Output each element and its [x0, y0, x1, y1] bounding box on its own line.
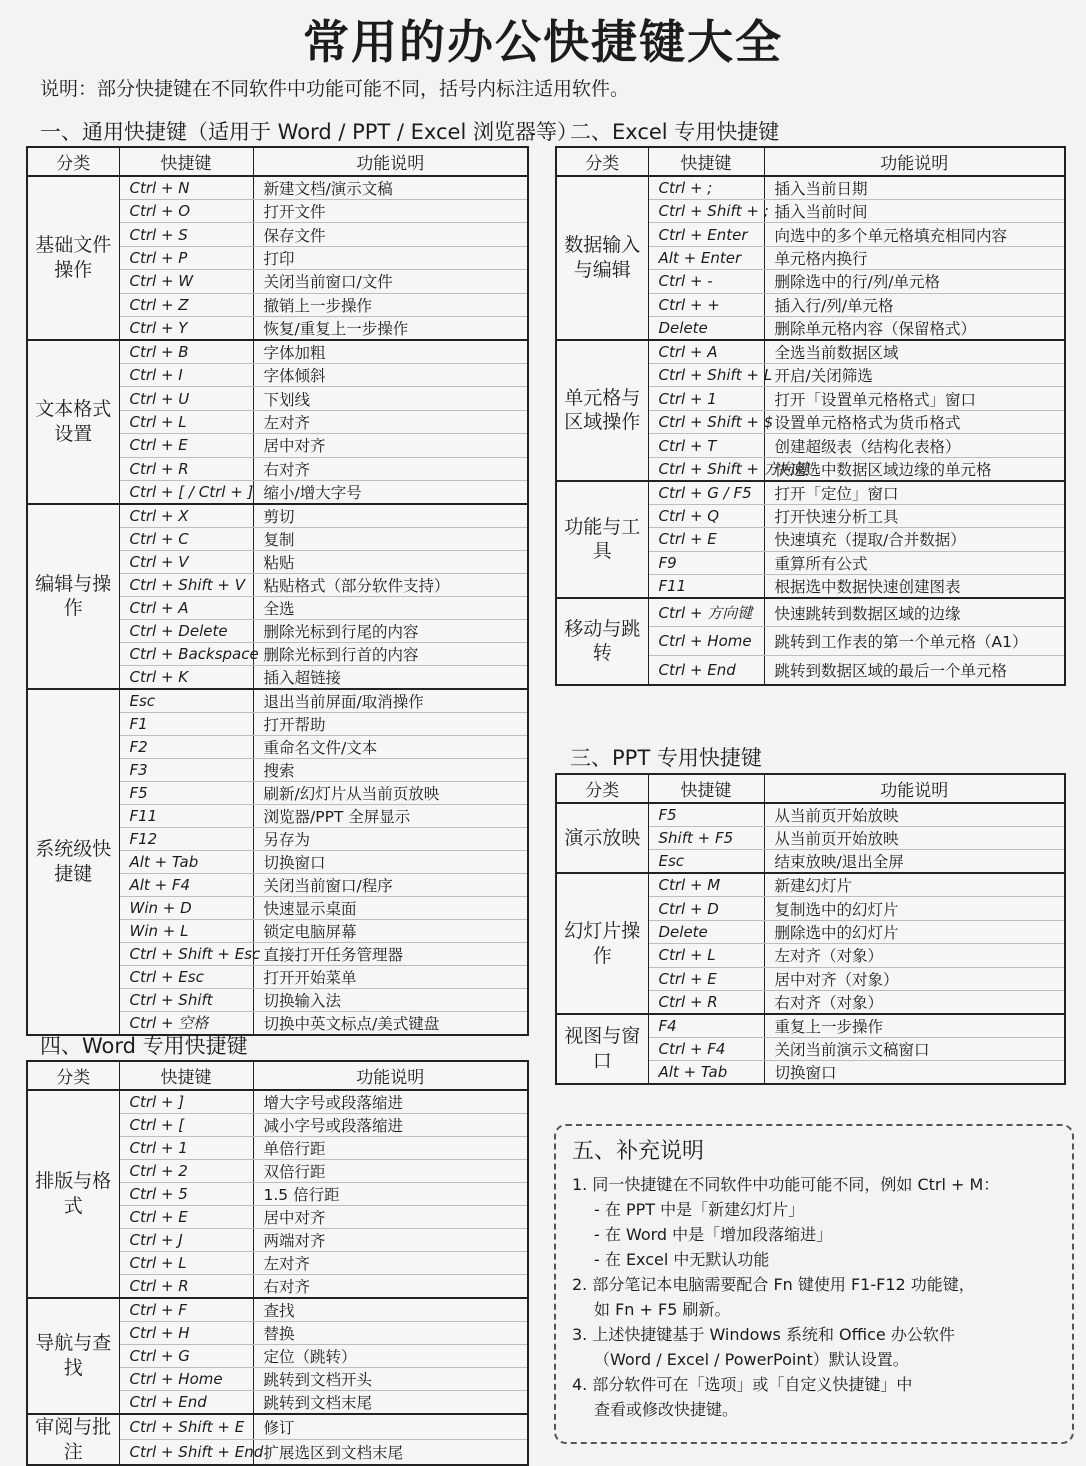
- supplement-line: （Word / Excel / PowerPoint）默认设置。: [594, 1350, 909, 1369]
- table-row: [27, 1090, 528, 1114]
- section-title-word: 四、Word 专用快捷键: [40, 1034, 248, 1058]
- shortcut-description: 直接打开任务管理器: [253, 942, 528, 965]
- shortcut-table-word: [26, 1060, 529, 1466]
- shortcut-description: 重命名文件/文本: [253, 735, 528, 758]
- shortcut-key: Ctrl + G: [119, 1345, 253, 1368]
- section-title-general: 一、通用快捷键（适用于 Word / PPT / Excel 浏览器等）: [40, 120, 578, 144]
- shortcut-key: Ctrl + W: [119, 270, 253, 293]
- shortcut-description: 新建幻灯片: [764, 873, 1065, 897]
- shortcut-key: F5: [648, 803, 764, 827]
- category-cell: 数据输入与编辑: [556, 176, 648, 340]
- shortcut-description: 插入当前日期: [764, 176, 1065, 200]
- column-header-desc: 功能说明: [764, 774, 1065, 803]
- shortcut-key: Ctrl + +: [648, 293, 764, 316]
- supplement-list: [572, 1172, 1062, 1422]
- supplement-line: 查看或修改快捷键。: [594, 1400, 739, 1419]
- shortcut-description: 单元格内换行: [764, 246, 1065, 269]
- shortcut-description: 双倍行距: [253, 1160, 528, 1183]
- shortcut-key: Ctrl + D: [648, 897, 764, 920]
- shortcut-description: 打印: [253, 246, 528, 269]
- shortcut-key: F5: [119, 781, 253, 804]
- shortcut-key: Ctrl + Shift: [119, 988, 253, 1011]
- shortcut-description: 向选中的多个单元格填充相同内容: [764, 223, 1065, 246]
- table-row: [556, 598, 1065, 627]
- shortcut-key: Ctrl + Backspace: [119, 642, 253, 665]
- shortcut-key: Ctrl + Shift + End: [119, 1440, 253, 1466]
- shortcut-description: 切换窗口: [253, 850, 528, 873]
- category-cell: 排版与格式: [27, 1090, 119, 1298]
- shortcut-description: 创建超级表（结构化表格）: [764, 434, 1065, 458]
- section-title-excel: 二、Excel 专用快捷键: [570, 120, 780, 144]
- shortcut-description: 跳转到数据区域的最后一个单元格: [764, 656, 1065, 685]
- shortcut-key: Alt + F4: [119, 873, 253, 896]
- shortcut-description: 撤销上一步操作: [253, 293, 528, 316]
- shortcut-key: Alt + Enter: [648, 246, 764, 269]
- shortcut-description: 删除光标到行首的内容: [253, 642, 528, 665]
- shortcut-description: 插入行/列/单元格: [764, 293, 1065, 316]
- shortcut-description: 左对齐（对象）: [764, 944, 1065, 967]
- category-cell: 单元格与区域操作: [556, 340, 648, 481]
- shortcut-key: Esc: [119, 689, 253, 713]
- shortcut-key: Ctrl + 1: [119, 1137, 253, 1160]
- shortcut-description: 剪切: [253, 504, 528, 528]
- shortcut-key: Ctrl + A: [648, 340, 764, 364]
- shortcut-key: Ctrl + Shift + L: [648, 363, 764, 387]
- supplement-box: [554, 1124, 1074, 1444]
- shortcut-description: 打开「定位」窗口: [764, 481, 1065, 505]
- shortcut-description: 新建文档/演示文稿: [253, 176, 528, 200]
- shortcut-key: Ctrl + Shift + Esc: [119, 942, 253, 965]
- shortcut-key: Ctrl + L: [648, 944, 764, 967]
- shortcut-key: Ctrl + E: [119, 1206, 253, 1229]
- table-row: [27, 340, 528, 364]
- column-header-category: 分类: [27, 1061, 119, 1090]
- shortcut-key: F2: [119, 735, 253, 758]
- shortcut-table-ppt: [555, 773, 1066, 1085]
- category-cell: 视图与窗口: [556, 1014, 648, 1084]
- shortcut-description: 右对齐（对象）: [764, 990, 1065, 1014]
- table-row: [27, 689, 528, 713]
- shortcut-description: 锁定电脑屏幕: [253, 919, 528, 942]
- shortcut-description: 单倍行距: [253, 1137, 528, 1160]
- supplement-line: - 在 PPT 中是「新建幻灯片」: [594, 1200, 805, 1219]
- shortcut-key: Ctrl + N: [119, 176, 253, 200]
- shortcut-description: 替换: [253, 1322, 528, 1345]
- shortcut-key: Shift + F5: [648, 827, 764, 850]
- shortcut-key: Win + L: [119, 919, 253, 942]
- shortcut-key: Esc: [648, 850, 764, 874]
- shortcut-description: 复制: [253, 527, 528, 550]
- shortcut-description: 居中对齐（对象）: [764, 967, 1065, 990]
- shortcut-description: 切换窗口: [764, 1061, 1065, 1085]
- shortcut-description: 居中对齐: [253, 1206, 528, 1229]
- shortcut-description: 减小字号或段落缩进: [253, 1114, 528, 1137]
- shortcut-key: Ctrl + 方向键: [648, 598, 764, 627]
- shortcut-description: 搜索: [253, 758, 528, 781]
- shortcut-key: Ctrl + O: [119, 200, 253, 223]
- shortcut-key: Ctrl + 空格: [119, 1011, 253, 1035]
- shortcut-key: Ctrl + R: [119, 1275, 253, 1299]
- shortcut-key: Ctrl + Y: [119, 316, 253, 340]
- shortcut-description: 插入超链接: [253, 665, 528, 689]
- shortcut-description: 打开文件: [253, 200, 528, 223]
- shortcut-description: 跳转到文档末尾: [253, 1391, 528, 1415]
- shortcut-description: 切换中英文标点/美式键盘: [253, 1011, 528, 1035]
- shortcut-description: 恢复/重复上一步操作: [253, 316, 528, 340]
- shortcut-description: 插入当前时间: [764, 200, 1065, 223]
- shortcut-key: Ctrl + G / F5: [648, 481, 764, 505]
- shortcut-description: 打开帮助: [253, 712, 528, 735]
- shortcut-description: 删除选中的幻灯片: [764, 920, 1065, 943]
- shortcut-key: Ctrl + I: [119, 363, 253, 386]
- shortcut-key: Ctrl + Shift + V: [119, 573, 253, 596]
- shortcut-key: Ctrl + Home: [648, 627, 764, 656]
- shortcut-description: 关闭当前窗口/文件: [253, 270, 528, 293]
- shortcut-key: Ctrl + E: [648, 528, 764, 551]
- shortcut-description: 定位（跳转）: [253, 1345, 528, 1368]
- shortcut-key: Ctrl + 5: [119, 1183, 253, 1206]
- shortcut-key: Ctrl + Esc: [119, 965, 253, 988]
- table-row: [556, 1014, 1065, 1038]
- shortcut-key: Alt + Tab: [648, 1061, 764, 1085]
- category-cell: 基础文件操作: [27, 176, 119, 340]
- shortcut-key: Ctrl + R: [648, 990, 764, 1014]
- supplement-line: 如 Fn + F5 刷新。: [594, 1300, 731, 1319]
- shortcut-key: Ctrl + C: [119, 527, 253, 550]
- shortcut-key: F3: [119, 758, 253, 781]
- shortcut-description: 字体倾斜: [253, 363, 528, 386]
- shortcut-key: Ctrl + 1: [648, 387, 764, 411]
- shortcut-key: Delete: [648, 920, 764, 943]
- shortcut-description: 删除光标到行尾的内容: [253, 619, 528, 642]
- table-row: [556, 340, 1065, 364]
- shortcut-description: 扩展选区到文档末尾: [253, 1440, 528, 1466]
- shortcut-key: Ctrl + R: [119, 457, 253, 480]
- supplement-line: 2. 部分笔记本电脑需要配合 Fn 键使用 F1-F12 功能键，: [572, 1275, 975, 1294]
- shortcut-description: 左对齐: [253, 410, 528, 433]
- category-cell: 演示放映: [556, 803, 648, 873]
- table-row: [556, 873, 1065, 897]
- column-header-desc: 功能说明: [253, 147, 528, 176]
- shortcut-description: 退出当前屏面/取消操作: [253, 689, 528, 713]
- shortcut-description: 两端对齐: [253, 1229, 528, 1252]
- shortcut-description: 复制选中的幻灯片: [764, 897, 1065, 920]
- shortcut-key: Win + D: [119, 896, 253, 919]
- shortcut-key: Ctrl + F: [119, 1298, 253, 1322]
- shortcut-key: F4: [648, 1014, 764, 1038]
- shortcut-key: Ctrl + ;: [648, 176, 764, 200]
- shortcut-description: 根据选中数据快速创建图表: [764, 574, 1065, 598]
- shortcut-key: Ctrl + End: [648, 656, 764, 685]
- column-header-key: 快捷键: [648, 774, 764, 803]
- table-row: [27, 1414, 528, 1440]
- shortcut-description: 打开「设置单元格格式」窗口: [764, 387, 1065, 411]
- shortcut-description: 删除单元格内容（保留格式）: [764, 316, 1065, 340]
- shortcut-description: 右对齐: [253, 1275, 528, 1299]
- category-cell: 功能与工具: [556, 481, 648, 598]
- shortcut-key: Ctrl + Delete: [119, 619, 253, 642]
- supplement-line: 4. 部分软件可在「选项」或「自定义快捷键」中: [572, 1375, 913, 1394]
- shortcut-description: 全选当前数据区域: [764, 340, 1065, 364]
- shortcut-key: Ctrl + [ / Ctrl + ]: [119, 480, 253, 504]
- shortcut-description: 右对齐: [253, 457, 528, 480]
- supplement-line: 3. 上述快捷键基于 Windows 系统和 Office 办公软件: [572, 1325, 955, 1344]
- column-header-key: 快捷键: [119, 147, 253, 176]
- shortcut-description: 字体加粗: [253, 340, 528, 364]
- shortcut-key: F12: [119, 827, 253, 850]
- shortcut-key: Ctrl + L: [119, 1252, 253, 1275]
- shortcut-key: Ctrl + Shift + 方向键: [648, 457, 764, 481]
- supplement-line: - 在 Excel 中无默认功能: [594, 1250, 770, 1269]
- shortcut-key: Ctrl + P: [119, 246, 253, 269]
- shortcut-key: Ctrl + B: [119, 340, 253, 364]
- table-row: [556, 481, 1065, 505]
- shortcut-key: Ctrl + Home: [119, 1368, 253, 1391]
- category-cell: 移动与跳转: [556, 598, 648, 685]
- shortcut-description: 关闭当前演示文稿窗口: [764, 1037, 1065, 1060]
- shortcut-table-excel: [555, 146, 1066, 686]
- category-cell: 文本格式设置: [27, 340, 119, 504]
- shortcut-description: 跳转到文档开头: [253, 1368, 528, 1391]
- section-title-ppt: 三、PPT 专用快捷键: [570, 746, 762, 770]
- shortcut-key: F1: [119, 712, 253, 735]
- table-row: [556, 803, 1065, 827]
- shortcut-description: 快速显示桌面: [253, 896, 528, 919]
- column-header-desc: 功能说明: [764, 147, 1065, 176]
- shortcut-key: Ctrl + ]: [119, 1090, 253, 1114]
- column-header-key: 快捷键: [119, 1061, 253, 1090]
- shortcut-description: 缩小/增大字号: [253, 480, 528, 504]
- shortcut-key: Ctrl + Q: [648, 504, 764, 527]
- shortcut-description: 全选: [253, 596, 528, 619]
- shortcut-description: 下划线: [253, 387, 528, 410]
- table-row: [27, 504, 528, 528]
- shortcut-description: 快速跳转到数据区域的边缘: [764, 598, 1065, 627]
- shortcut-description: 1.5 倍行距: [253, 1183, 528, 1206]
- column-header-key: 快捷键: [648, 147, 764, 176]
- shortcut-table-general: [26, 146, 529, 1036]
- table-row: [27, 1298, 528, 1322]
- shortcut-description: 删除选中的行/列/单元格: [764, 270, 1065, 293]
- shortcut-description: 切换输入法: [253, 988, 528, 1011]
- shortcut-key: Ctrl + 2: [119, 1160, 253, 1183]
- shortcut-description: 另存为: [253, 827, 528, 850]
- column-header-desc: 功能说明: [253, 1061, 528, 1090]
- shortcut-description: 增大字号或段落缩进: [253, 1090, 528, 1114]
- shortcut-description: 快速选中数据区域边缘的单元格: [764, 457, 1065, 481]
- table-row: [556, 176, 1065, 200]
- shortcut-key: Ctrl + Z: [119, 293, 253, 316]
- supplement-title: 五、补充说明: [572, 1139, 705, 1164]
- shortcut-key: Ctrl + K: [119, 665, 253, 689]
- shortcut-description: 浏览器/PPT 全屏显示: [253, 804, 528, 827]
- column-header-category: 分类: [556, 147, 648, 176]
- category-cell: 编辑与操作: [27, 504, 119, 689]
- shortcut-description: 打开快速分析工具: [764, 504, 1065, 527]
- shortcut-key: Ctrl + X: [119, 504, 253, 528]
- shortcut-key: Ctrl + E: [648, 967, 764, 990]
- shortcut-key: F9: [648, 551, 764, 574]
- shortcut-key: Ctrl + J: [119, 1229, 253, 1252]
- shortcut-key: Ctrl + F4: [648, 1037, 764, 1060]
- shortcut-key: Alt + Tab: [119, 850, 253, 873]
- shortcut-key: Ctrl + T: [648, 434, 764, 458]
- page-title: 常用的办公快捷键大全: [303, 15, 783, 69]
- shortcut-key: Ctrl + [: [119, 1114, 253, 1137]
- shortcut-description: 粘贴格式（部分软件支持）: [253, 573, 528, 596]
- shortcut-description: 跳转到工作表的第一个单元格（A1）: [764, 627, 1065, 656]
- shortcut-key: F11: [648, 574, 764, 598]
- shortcut-description: 从当前页开始放映: [764, 827, 1065, 850]
- column-header-category: 分类: [27, 147, 119, 176]
- shortcut-description: 重复上一步操作: [764, 1014, 1065, 1038]
- shortcut-description: 左对齐: [253, 1252, 528, 1275]
- shortcut-key: Ctrl + Shift + ;: [648, 200, 764, 223]
- shortcut-key: Ctrl + H: [119, 1322, 253, 1345]
- shortcut-description: 粘贴: [253, 550, 528, 573]
- category-cell: 幻灯片操作: [556, 873, 648, 1014]
- shortcut-description: 从当前页开始放映: [764, 803, 1065, 827]
- shortcut-description: 修订: [253, 1414, 528, 1440]
- shortcut-description: 重算所有公式: [764, 551, 1065, 574]
- shortcut-key: Ctrl + -: [648, 270, 764, 293]
- shortcut-key: Ctrl + E: [119, 434, 253, 457]
- column-header-category: 分类: [556, 774, 648, 803]
- shortcut-description: 查找: [253, 1298, 528, 1322]
- category-cell: 审阅与批注: [27, 1414, 119, 1465]
- shortcut-key: Ctrl + A: [119, 596, 253, 619]
- shortcut-description: 结束放映/退出全屏: [764, 850, 1065, 874]
- supplement-line: - 在 Word 中是「增加段落缩进」: [594, 1225, 833, 1244]
- shortcut-key: Ctrl + Enter: [648, 223, 764, 246]
- shortcut-description: 开启/关闭筛选: [764, 363, 1065, 387]
- category-cell: 导航与查找: [27, 1298, 119, 1414]
- shortcut-description: 关闭当前窗口/程序: [253, 873, 528, 896]
- shortcut-key: Ctrl + M: [648, 873, 764, 897]
- category-cell: 系统级快捷键: [27, 689, 119, 1035]
- shortcut-key: Ctrl + S: [119, 223, 253, 246]
- intro-text: 说明：部分快捷键在不同软件中功能可能不同，括号内标注适用软件。: [40, 78, 630, 100]
- shortcut-description: 刷新/幻灯片从当前页放映: [253, 781, 528, 804]
- shortcut-description: 打开开始菜单: [253, 965, 528, 988]
- table-row: [27, 176, 528, 200]
- shortcut-description: 保存文件: [253, 223, 528, 246]
- supplement-line: 1. 同一快捷键在不同软件中功能可能不同，例如 Ctrl + M：: [572, 1175, 1000, 1194]
- shortcut-key: Ctrl + End: [119, 1391, 253, 1415]
- shortcut-key: Ctrl + U: [119, 387, 253, 410]
- shortcut-key: Ctrl + Shift + $: [648, 410, 764, 434]
- shortcut-description: 设置单元格格式为货币格式: [764, 410, 1065, 434]
- shortcut-key: Ctrl + L: [119, 410, 253, 433]
- shortcut-description: 居中对齐: [253, 434, 528, 457]
- shortcut-key: F11: [119, 804, 253, 827]
- shortcut-key: Ctrl + V: [119, 550, 253, 573]
- shortcut-key: Ctrl + Shift + E: [119, 1414, 253, 1440]
- shortcut-description: 快速填充（提取/合并数据）: [764, 528, 1065, 551]
- shortcut-key: Delete: [648, 316, 764, 340]
